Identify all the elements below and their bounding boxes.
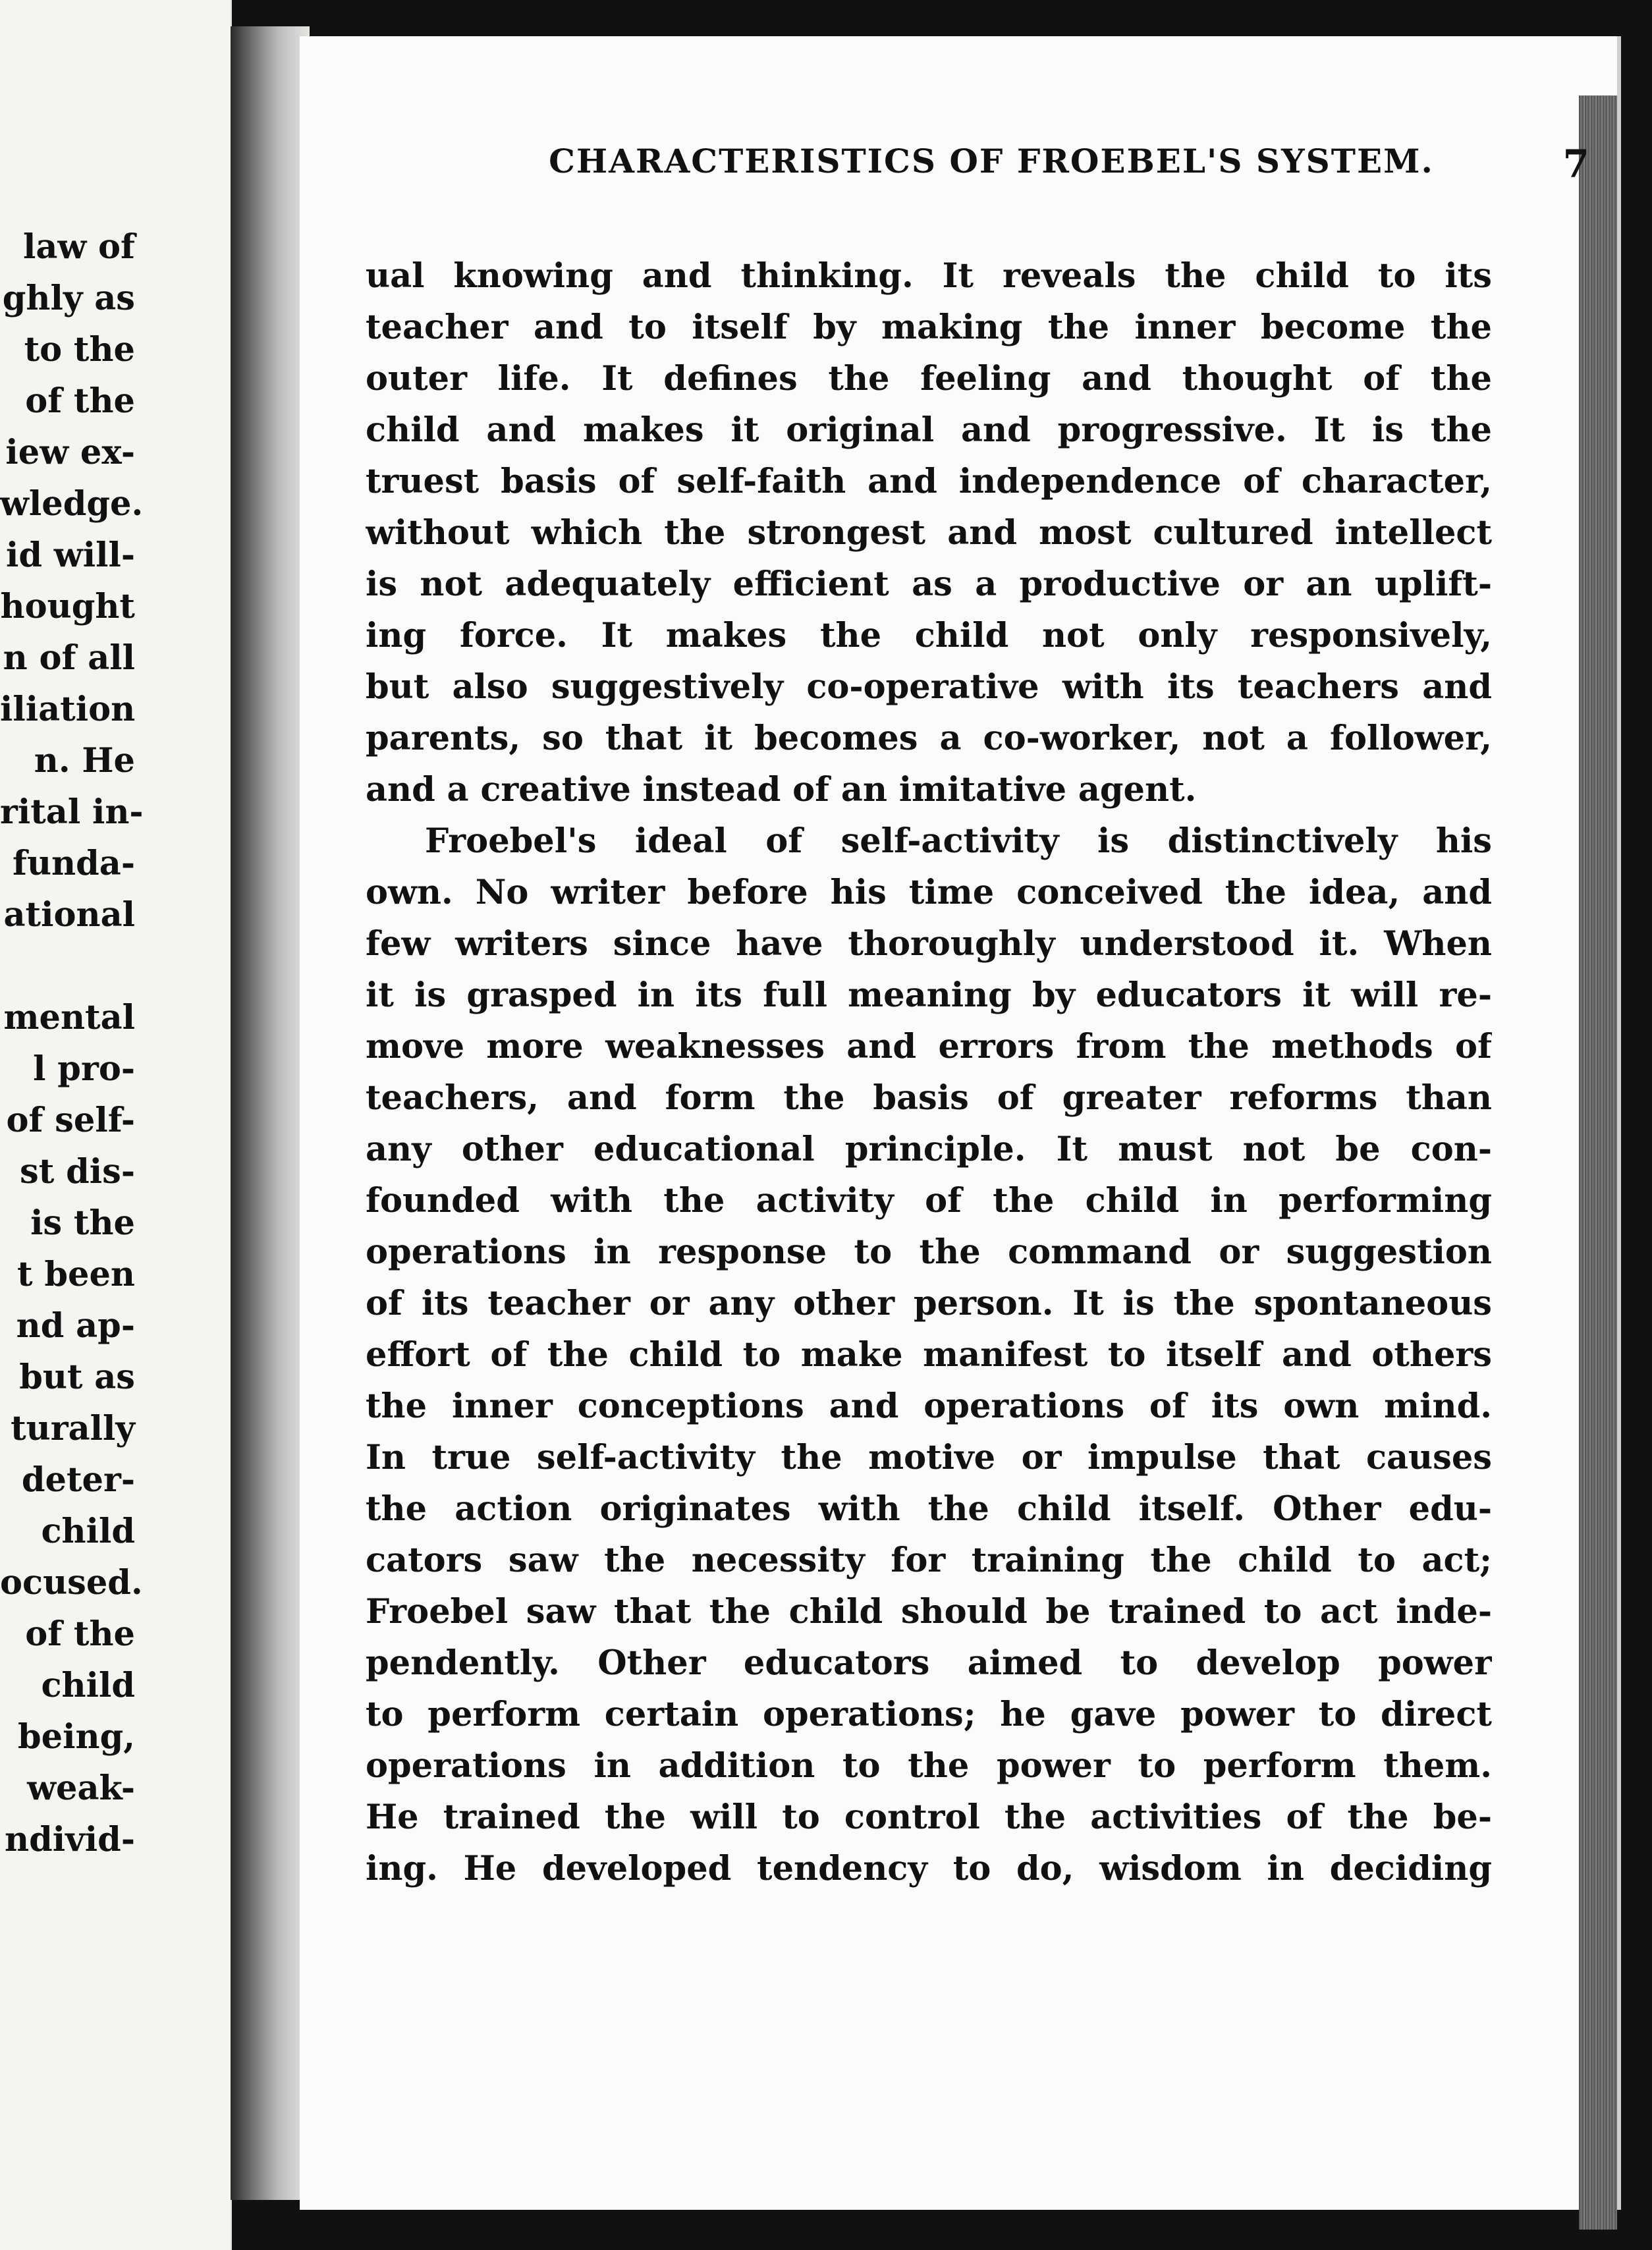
left-fragment-line: child xyxy=(41,1512,135,1551)
text-line: operations in addition to the power to perform them. xyxy=(366,1746,1492,1786)
text-line: operations in response to the command or suggestion xyxy=(366,1232,1492,1272)
text-line: the inner conceptions and operations of its own mind. xyxy=(366,1386,1492,1426)
left-fragment-line: hought xyxy=(0,587,135,626)
left-fragment-line: n. He xyxy=(34,741,135,781)
left-fragment-line: iliation xyxy=(0,690,136,729)
text-line: to perform certain operations; he gave power to direct xyxy=(366,1695,1492,1734)
text-line: In true self-activity the motive or impulse that causes xyxy=(366,1438,1492,1477)
left-fragment-line: to the xyxy=(24,330,135,370)
left-facing-page xyxy=(0,0,232,2250)
left-fragment-line: n of all xyxy=(3,638,135,678)
left-fragment-line: weak- xyxy=(27,1769,135,1808)
text-line: without which the strongest and most cultured intellect xyxy=(366,513,1492,553)
body-text xyxy=(366,250,1492,1894)
left-fragment-line: of the xyxy=(25,381,135,421)
text-line: but also suggestively co-operative with its teachers and xyxy=(366,667,1492,707)
text-line: few writers since have thoroughly understood it. When xyxy=(366,924,1492,964)
left-fragment-line: ghly as xyxy=(2,279,135,318)
left-page-text-fragments xyxy=(0,221,144,1865)
left-fragment-line: st dis- xyxy=(20,1152,135,1192)
text-line: child and makes it original and progressive. It is the xyxy=(366,410,1492,450)
text-line: founded with the activity of the child in performing xyxy=(366,1181,1492,1221)
left-fragment-line: l pro- xyxy=(33,1049,135,1089)
page-number: 7 xyxy=(1562,142,1591,186)
text-line: outer life. It defines the feeling and thought of the xyxy=(366,359,1492,398)
text-line: is not adequately efficient as a productive or an uplift- xyxy=(366,564,1492,604)
running-head-title: CHARACTERISTICS OF FROEBEL'S SYSTEM. xyxy=(549,142,1434,180)
left-fragment-line: t been xyxy=(17,1255,135,1294)
left-fragment-line: deter- xyxy=(21,1460,135,1500)
left-fragment-line: of the xyxy=(25,1614,135,1654)
text-line: ual knowing and thinking. It reveals the child to its xyxy=(366,256,1492,296)
text-line: ing force. It makes the child not only responsively, xyxy=(366,616,1492,655)
paragraph-1 xyxy=(366,250,1492,815)
text-line: of its teacher or any other person. It is the spontaneous xyxy=(366,1284,1492,1323)
text-line: it is grasped in its full meaning by educators it will re- xyxy=(366,975,1492,1015)
paragraph-2 xyxy=(366,815,1492,1894)
text-line: pendently. Other educators aimed to develop power xyxy=(366,1643,1492,1683)
text-line: He trained the will to control the activities of the be- xyxy=(366,1797,1492,1837)
text-line: cators saw the necessity for training the child to act; xyxy=(366,1541,1492,1580)
text-line: any other educational principle. It must not be con- xyxy=(366,1130,1492,1169)
left-fragment-line: ndivid- xyxy=(5,1820,135,1859)
left-fragment-line: ational xyxy=(3,895,135,935)
right-page xyxy=(300,36,1621,2210)
text-line: the action originates with the child itself. Other edu- xyxy=(366,1489,1492,1529)
left-fragment-line: is the xyxy=(30,1203,135,1243)
left-fragment-line: id will- xyxy=(6,535,135,575)
left-fragment-line: but as xyxy=(19,1358,135,1397)
left-fragment-line: wledge. xyxy=(0,484,144,524)
book-gutter-shadow xyxy=(231,26,310,2200)
text-line: truest basis of self-faith and independence of character, xyxy=(366,462,1492,501)
text-line: own. No writer before his time conceived the idea, and xyxy=(366,873,1492,912)
left-fragment-line: iew ex- xyxy=(5,433,135,472)
left-fragment-line: law of xyxy=(22,227,135,267)
text-line: ing. He developed tendency to do, wisdom in deciding xyxy=(366,1849,1492,1888)
text-line: effort of the child to make manifest to itself and others xyxy=(366,1335,1492,1375)
left-fragment-line: nd ap- xyxy=(16,1306,135,1346)
text-line: Froebel saw that the child should be trained to act inde- xyxy=(366,1592,1492,1632)
left-fragment-line: ocused. xyxy=(0,1563,143,1603)
left-fragment-line: turally xyxy=(11,1409,135,1448)
text-line: Froebel's ideal of self-activity is distinctively his xyxy=(425,821,1492,861)
text-line: and a creative instead of an imitative agent. xyxy=(366,770,1197,809)
text-line: teacher and to itself by making the inner become the xyxy=(366,308,1492,347)
left-fragment-line: being, xyxy=(18,1717,135,1757)
text-line: parents, so that it becomes a co-worker, not a follower, xyxy=(366,719,1492,758)
left-fragment-line: of self- xyxy=(6,1101,135,1140)
left-fragment-line: child xyxy=(41,1666,135,1705)
text-line: teachers, and form the basis of greater reforms than xyxy=(366,1078,1492,1118)
page-edge xyxy=(1579,96,1617,2230)
left-fragment-line: funda- xyxy=(13,844,135,883)
left-fragment-line: mental xyxy=(3,998,135,1037)
left-fragment-gap xyxy=(0,941,135,992)
left-fragment-line: rital in- xyxy=(0,792,144,832)
text-line: move more weaknesses and errors from the methods of xyxy=(366,1027,1492,1066)
